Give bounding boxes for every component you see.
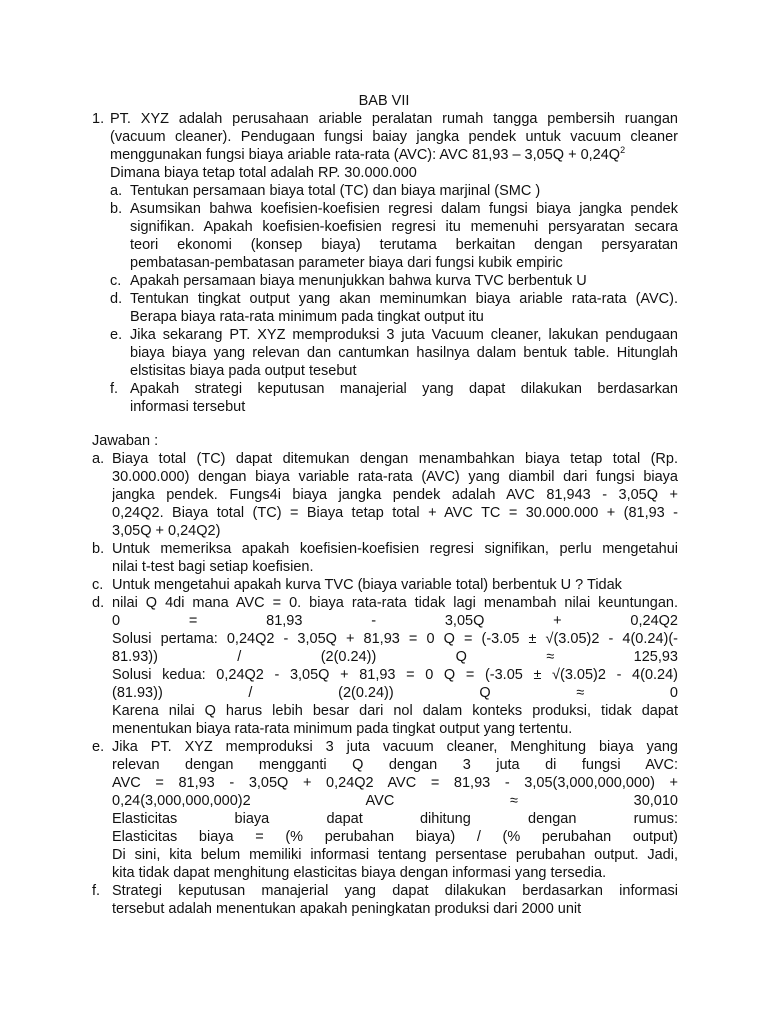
- question-item-line: Berapa biaya rata-rata minimum pada tingkat output itu: [130, 309, 484, 325]
- question-item-marker: c.: [110, 273, 122, 289]
- question-item-line: teori ekonomi (konsep biaya) terutama berkaitan dengan persyaratan: [130, 237, 678, 253]
- question-item-d: [110, 290, 678, 326]
- question-body: [110, 110, 678, 416]
- answer-item-line: Di sini, kita belum memiliki informasi tentang persentase perubahan output. Jadi,: [112, 847, 678, 863]
- question-item-line: elstisitas biaya pada output tesebut: [130, 363, 357, 379]
- answer-item-line: Jika PT. XYZ memproduksi 3 juta vacuum cleaner, Menghitung biaya yang: [112, 739, 678, 755]
- answer-item-line: Elasticitas biaya = (% perubahan biaya) / (% perubahan output): [112, 829, 678, 845]
- question-item-line: Asumsikan bahwa koefisien-koefisien regresi dalam fungsi biaya jangka pendek: [130, 201, 678, 217]
- answer-item-line: 0 = 81,93 - 3,05Q + 0,24Q2: [112, 613, 678, 629]
- question-item-marker: d.: [110, 291, 123, 307]
- answer-heading: Jawaban :: [92, 433, 159, 449]
- question-line: (vacuum cleaner). Pendugaan fungsi baiay jangka pendek untuk vacuum cleaner: [110, 129, 678, 145]
- answer-item-line: Solusi kedua: 0,24Q2 - 3,05Q + 81,93 = 0 Q = (-3.05 ± √(3.05)2 - 4(0.24): [112, 667, 678, 683]
- question-item-line: signifikan. Apakah koefisien-koefisien regresi itu memenuhi persyaratan secara: [130, 219, 678, 235]
- answer-item-marker: d.: [92, 595, 105, 611]
- answer-section: [92, 432, 678, 918]
- answer-item-line: AVC = 81,93 - 3,05Q + 0,24Q2 AVC = 81,93 - 3,05(3,000,000,000) +: [112, 775, 678, 791]
- answer-item-line: 81.93)) / (2(0.24)) Q ≈ 125,93: [112, 649, 678, 665]
- answer-item-marker: a.: [92, 451, 105, 467]
- answer-item-line: Untuk mengetahui apakah kurva TVC (biaya variable total) berbentuk U ? Tidak: [112, 577, 622, 593]
- answer-item-d: [92, 594, 678, 738]
- answer-item-c: [92, 576, 678, 594]
- answer-item-f: [92, 882, 678, 918]
- answer-item-e: [92, 738, 678, 882]
- question-item-line: Tentukan persamaan biaya total (TC) dan biaya marjinal (SMC ): [130, 183, 541, 199]
- answer-item-line: 0,24(3,000,000,000)2 AVC ≈ 30,010: [112, 793, 678, 809]
- answer-item-marker: f.: [92, 883, 101, 899]
- question-line: Dimana biaya tetap total adalah RP. 30.000.000: [110, 165, 417, 181]
- answer-item-line: tersebut adalah menentukan apakah peningkatan produksi dari 2000 unit: [112, 901, 582, 917]
- answer-item-line: Karena nilai Q harus lebih besar dari nol dalam konteks produksi, tidak dapat: [112, 703, 678, 719]
- question-item-marker: e.: [110, 327, 123, 343]
- answer-item-b: [92, 540, 678, 576]
- answer-item-line: Biaya total (TC) dapat ditemukan dengan menambahkan biaya tetap total (Rp.: [112, 451, 678, 467]
- question-item-line: biaya biaya yang relevan dan cantumkan hasilnya dalam bentuk table. Hitunglah: [130, 345, 678, 361]
- question-item-line: Apakah strategi keputusan manajerial yang dapat dilakukan berdasarkan: [130, 381, 678, 397]
- answer-item-line: nilai Q 4di mana AVC = 0. biaya rata-rata tidak lagi menambah nilai keuntungan.: [112, 595, 678, 611]
- answer-item-line: 3,05Q + 0,24Q2): [112, 523, 221, 539]
- answer-item-line: Untuk memeriksa apakah koefisien-koefisien regresi signifikan, perlu mengetahui: [112, 541, 678, 557]
- question-item-e: [110, 326, 678, 380]
- question-item-marker: b.: [110, 201, 123, 217]
- answer-item-a: [92, 450, 678, 540]
- answer-item-line: (81.93)) / (2(0.24)) Q ≈ 0: [112, 685, 678, 701]
- answer-item-marker: b.: [92, 541, 105, 557]
- answer-item-line: Strategi keputusan manajerial yang dapat dilakukan berdasarkan informasi: [112, 883, 678, 899]
- answer-item-line: Elasticitas biaya dapat dihitung dengan rumus:: [112, 811, 678, 827]
- answer-item-line: jangka pendek. Fungs4i biaya jangka pendek adalah AVC 81,943 - 3,05Q +: [112, 487, 678, 503]
- formula-superscript: 2: [620, 145, 626, 156]
- answer-item-marker: e.: [92, 739, 105, 755]
- question-number: 1.: [92, 111, 105, 127]
- answer-item-line: 30.000.000) dengan biaya variable rata-rata (AVC) yang diambil dari fungsi biaya: [112, 469, 678, 485]
- question-line-formula: [110, 146, 678, 164]
- chapter-title: BAB VII: [358, 93, 410, 109]
- question-item-marker: f.: [110, 381, 119, 397]
- question-line: PT. XYZ adalah perusahaan ariable peralatan rumah tangga pembersih ruangan: [110, 111, 678, 127]
- answer-item-line: relevan dengan mengganti Q dengan 3 juta di fungsi AVC:: [112, 757, 678, 773]
- answer-item-line: menentukan biaya rata-rata minimum pada tingkat output yang tertentu.: [112, 721, 573, 737]
- question-item-f: [110, 380, 678, 416]
- answer-item-line: 0,24Q2. Biaya total (TC) = Biaya tetap total + AVC TC = 30.000.000 + (81,93 -: [112, 505, 678, 521]
- question-subitems: [110, 182, 678, 416]
- question-item-line: Apakah persamaan biaya menunjukkan bahwa kurva TVC berbentuk U: [130, 273, 587, 289]
- question-item-line: informasi tersebut: [130, 399, 246, 415]
- question-item-marker: a.: [110, 183, 123, 199]
- question-1: [92, 110, 678, 416]
- answer-item-marker: c.: [92, 577, 104, 593]
- question-item-c: [110, 272, 678, 290]
- answer-item-line: nilai t-test bagi setiap koefisien.: [112, 559, 314, 575]
- answer-item-line: kita tidak dapat menghitung elasticitas biaya dengan informasi yang tersedia.: [112, 865, 607, 881]
- question-item-line: Jika sekarang PT. XYZ memproduksi 3 juta Vacuum cleaner, lakukan pendugaan: [130, 327, 678, 343]
- question-item-line: pembatasan-pembatasan parameter biaya dari fungsi kubik empiric: [130, 255, 563, 271]
- answer-list: [92, 450, 678, 918]
- question-item-line: Tentukan tingkat output yang akan meminumkan biaya ariable rata-rata (AVC).: [130, 291, 678, 307]
- answer-item-line: Solusi pertama: 0,24Q2 - 3,05Q + 81,93 = 0 Q = (-3.05 ± √(3.05)2 - 4(0.24)(-: [112, 631, 678, 647]
- question-item-a: [110, 182, 678, 200]
- question-item-b: [110, 200, 678, 272]
- question-line: menggunakan fungsi biaya ariable rata-rata (AVC): AVC 81,93 – 3,05Q + 0,24Q: [110, 147, 621, 163]
